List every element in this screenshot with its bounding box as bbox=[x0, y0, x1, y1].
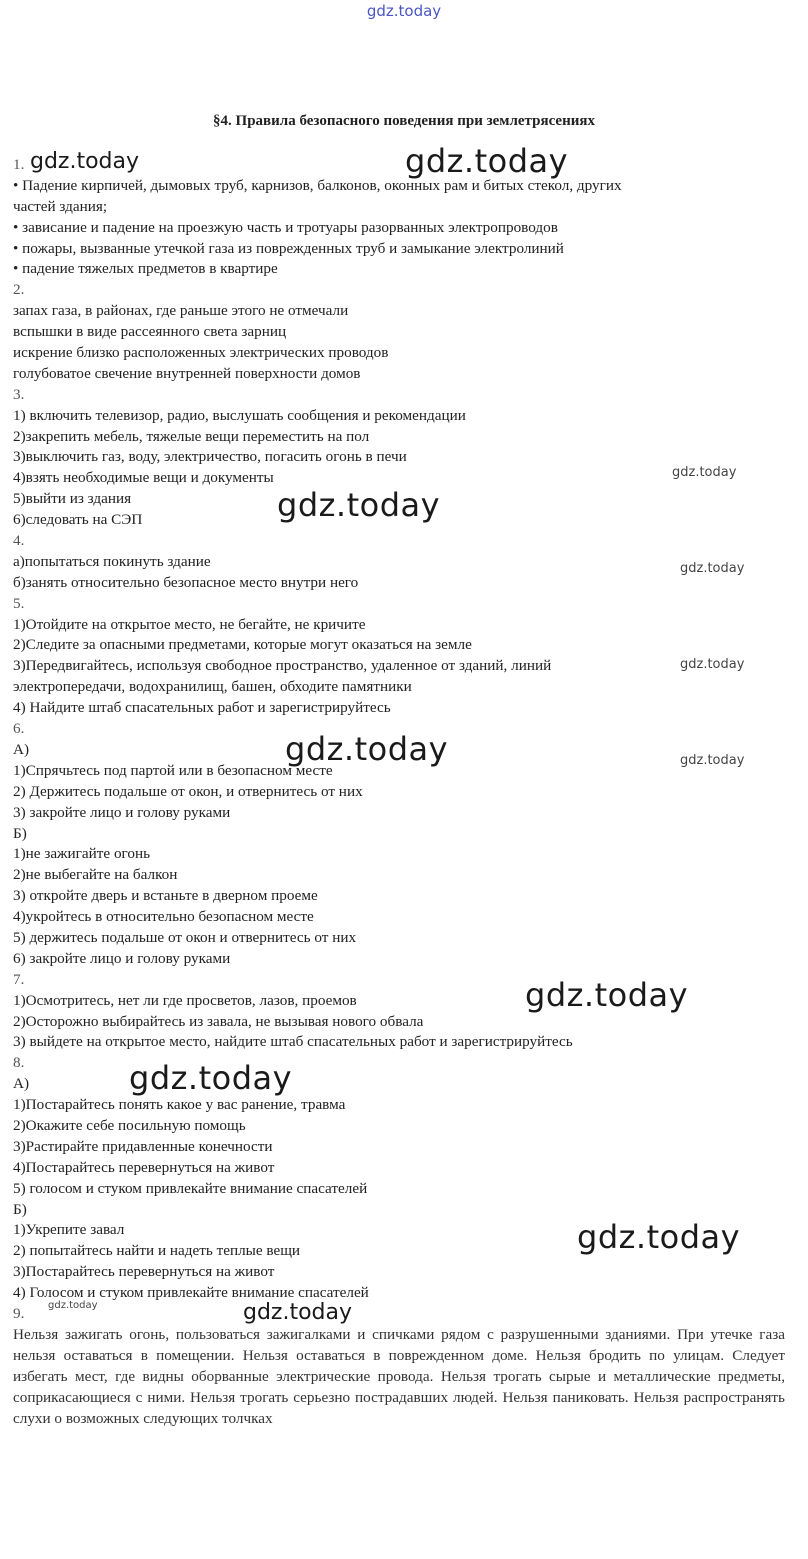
text-line: 3)выключить газ, воду, электричество, погасить огонь в печи bbox=[13, 448, 407, 466]
text-line: 2) попытайтесь найти и надеть теплые вещи bbox=[13, 1242, 301, 1260]
watermark: gdz.today bbox=[680, 657, 745, 672]
text-line: 1)Отойдите на открытое место, не бегайте, не кричите bbox=[13, 615, 366, 633]
text-line: 6) закройте лицо и голову руками bbox=[13, 949, 231, 967]
watermark: gdz.today bbox=[243, 1300, 353, 1325]
text-line: 3) откройте дверь и встаньте в дверном проеме bbox=[13, 887, 318, 905]
text-line: 4)взять необходимые вещи и документы bbox=[13, 469, 274, 487]
text-line: 1)не зажигайте огонь bbox=[13, 845, 151, 863]
text-line: 2)Следите за опасными предметами, которые могут оказаться на земле bbox=[13, 636, 472, 654]
text-line: 2)закрепить мебель, тяжелые вещи переместить на пол bbox=[13, 427, 370, 445]
text-line: 1)Осмотритесь, нет ли где просветов, лазов, проемов bbox=[13, 991, 357, 1009]
text-line: 5) голосом и стуком привлекайте внимание спасателей bbox=[13, 1179, 368, 1197]
text-line: Б) bbox=[13, 824, 27, 842]
text-line: 2. bbox=[13, 281, 25, 299]
text-line: электропередачи, водохранилищ, башен, обходите памятники bbox=[13, 678, 412, 696]
text-line: запах газа, в районах, где раньше этого не отмечали bbox=[13, 302, 349, 320]
text-line: • пожары, вызванные утечкой газа из поврежденных труб и замыкание электролиний bbox=[13, 239, 564, 257]
watermark: gdz.today bbox=[48, 1300, 98, 1311]
text-line: 1)Постарайтесь понять какое у вас ранение, травма bbox=[13, 1096, 346, 1114]
watermark: gdz.today bbox=[577, 1218, 741, 1256]
watermark: gdz.today bbox=[405, 142, 569, 180]
text-line: голубоватое свечение внутренней поверхности домов bbox=[13, 364, 361, 382]
text-line: 5)выйти из здания bbox=[13, 490, 132, 508]
text-line: частей здания; bbox=[13, 197, 108, 215]
text-line: 1)Укрепите завал bbox=[13, 1221, 125, 1239]
text-line: 4) Голосом и стуком привлекайте внимание спасателей bbox=[13, 1284, 369, 1302]
site-watermark-link[interactable]: gdz.today bbox=[366, 2, 442, 20]
watermark: gdz.today bbox=[285, 730, 449, 768]
watermark: gdz.today bbox=[277, 486, 441, 524]
text-line: б)занять относительно безопасное место внутри него bbox=[13, 573, 359, 591]
text-line: 4. bbox=[13, 532, 25, 550]
text-line: 4)укройтесь в относительно безопасном месте bbox=[13, 908, 314, 926]
watermark: gdz.today bbox=[129, 1059, 293, 1097]
text-line: 9. bbox=[13, 1304, 25, 1322]
text-line: • Падение кирпичей, дымовых труб, карнизов, балконов, оконных рам и битых стекол, других bbox=[13, 176, 622, 194]
answers-text bbox=[13, 155, 791, 1429]
text-line: 2)не выбегайте на балкон bbox=[13, 866, 178, 884]
page-title: §4. Правила безопасного поведения при землетрясениях bbox=[213, 113, 595, 129]
text-line: искрение близко расположенных электрических проводов bbox=[13, 344, 389, 362]
text-line: Б) bbox=[13, 1200, 27, 1218]
text-line: • падение тяжелых предметов в квартире bbox=[13, 260, 278, 278]
text-line: А) bbox=[13, 1075, 30, 1093]
text-line: а)попытаться покинуть здание bbox=[13, 552, 211, 570]
text-line: 3)Растирайте придавленные конечности bbox=[13, 1137, 273, 1155]
text-line: 4)Постарайтесь перевернуться на живот bbox=[13, 1158, 275, 1176]
watermark: gdz.today bbox=[680, 753, 745, 768]
text-line: 2)Окажите себе посильную помощь bbox=[13, 1116, 246, 1134]
text-line: 6)следовать на СЭП bbox=[13, 511, 143, 529]
text-line: 1) включить телевизор, радио, выслушать сообщения и рекомендации bbox=[13, 406, 466, 424]
text-line: 3) закройте лицо и голову руками bbox=[13, 803, 231, 821]
text-line: 3)Передвигайтесь, используя свободное пространство, удаленное от зданий, линий bbox=[13, 657, 552, 675]
watermark: gdz.today bbox=[525, 976, 689, 1014]
watermark: gdz.today bbox=[672, 465, 737, 480]
text-line: 1)Спрячьтесь под партой или в безопасном месте bbox=[13, 761, 333, 779]
text-line: 3)Постарайтесь перевернуться на живот bbox=[13, 1263, 275, 1281]
text-line: 8. bbox=[13, 1054, 25, 1072]
text-line: А) bbox=[13, 740, 30, 758]
text-line: 3. bbox=[13, 385, 25, 403]
text-line: 2)Осторожно выбирайтесь из завала, не вызывая нового обвала bbox=[13, 1012, 424, 1030]
text-line: • зависание и падение на проезжую часть и тротуары разорванных электропроводов bbox=[13, 218, 558, 236]
text-line: 5) держитесь подальше от окон и отвернитесь от них bbox=[13, 928, 357, 946]
watermark: gdz.today bbox=[680, 561, 745, 576]
text-line: 5. bbox=[13, 594, 25, 612]
answer-9-paragraph: Нельзя зажигать огонь, пользоваться зажигалками и спичками рядом с разрушенными зданиями. При утечке газа нельзя оставаться в помещении. Нельзя оставаться в поврежденном доме. Нельзя бродить по улицам. Следует избегать мест, где видны оборванные электрические провода. Нельзя трогать сырые и металлические предметы, соприкасающиеся с ними. Нельзя трогать серьезно пострадавших людей. Нельзя паниковать. Нельзя распространять слухи о возможных следующих толчках bbox=[13, 1325, 785, 1427]
watermark: gdz.today bbox=[30, 149, 140, 174]
text-line: вспышки в виде рассеянного света зарниц bbox=[13, 323, 287, 341]
text-line: 1. bbox=[13, 156, 25, 173]
text-line: 4) Найдите штаб спасательных работ и зарегистрируйтесь bbox=[13, 699, 391, 717]
text-line: 3) выйдете на открытое место, найдите штаб спасательных работ и зарегистрируйтесь bbox=[13, 1033, 573, 1051]
text-line: 2) Держитесь подальше от окон, и отвернитесь от них bbox=[13, 782, 363, 800]
text-line: 7. bbox=[13, 970, 25, 988]
text-line: 6. bbox=[13, 720, 25, 738]
